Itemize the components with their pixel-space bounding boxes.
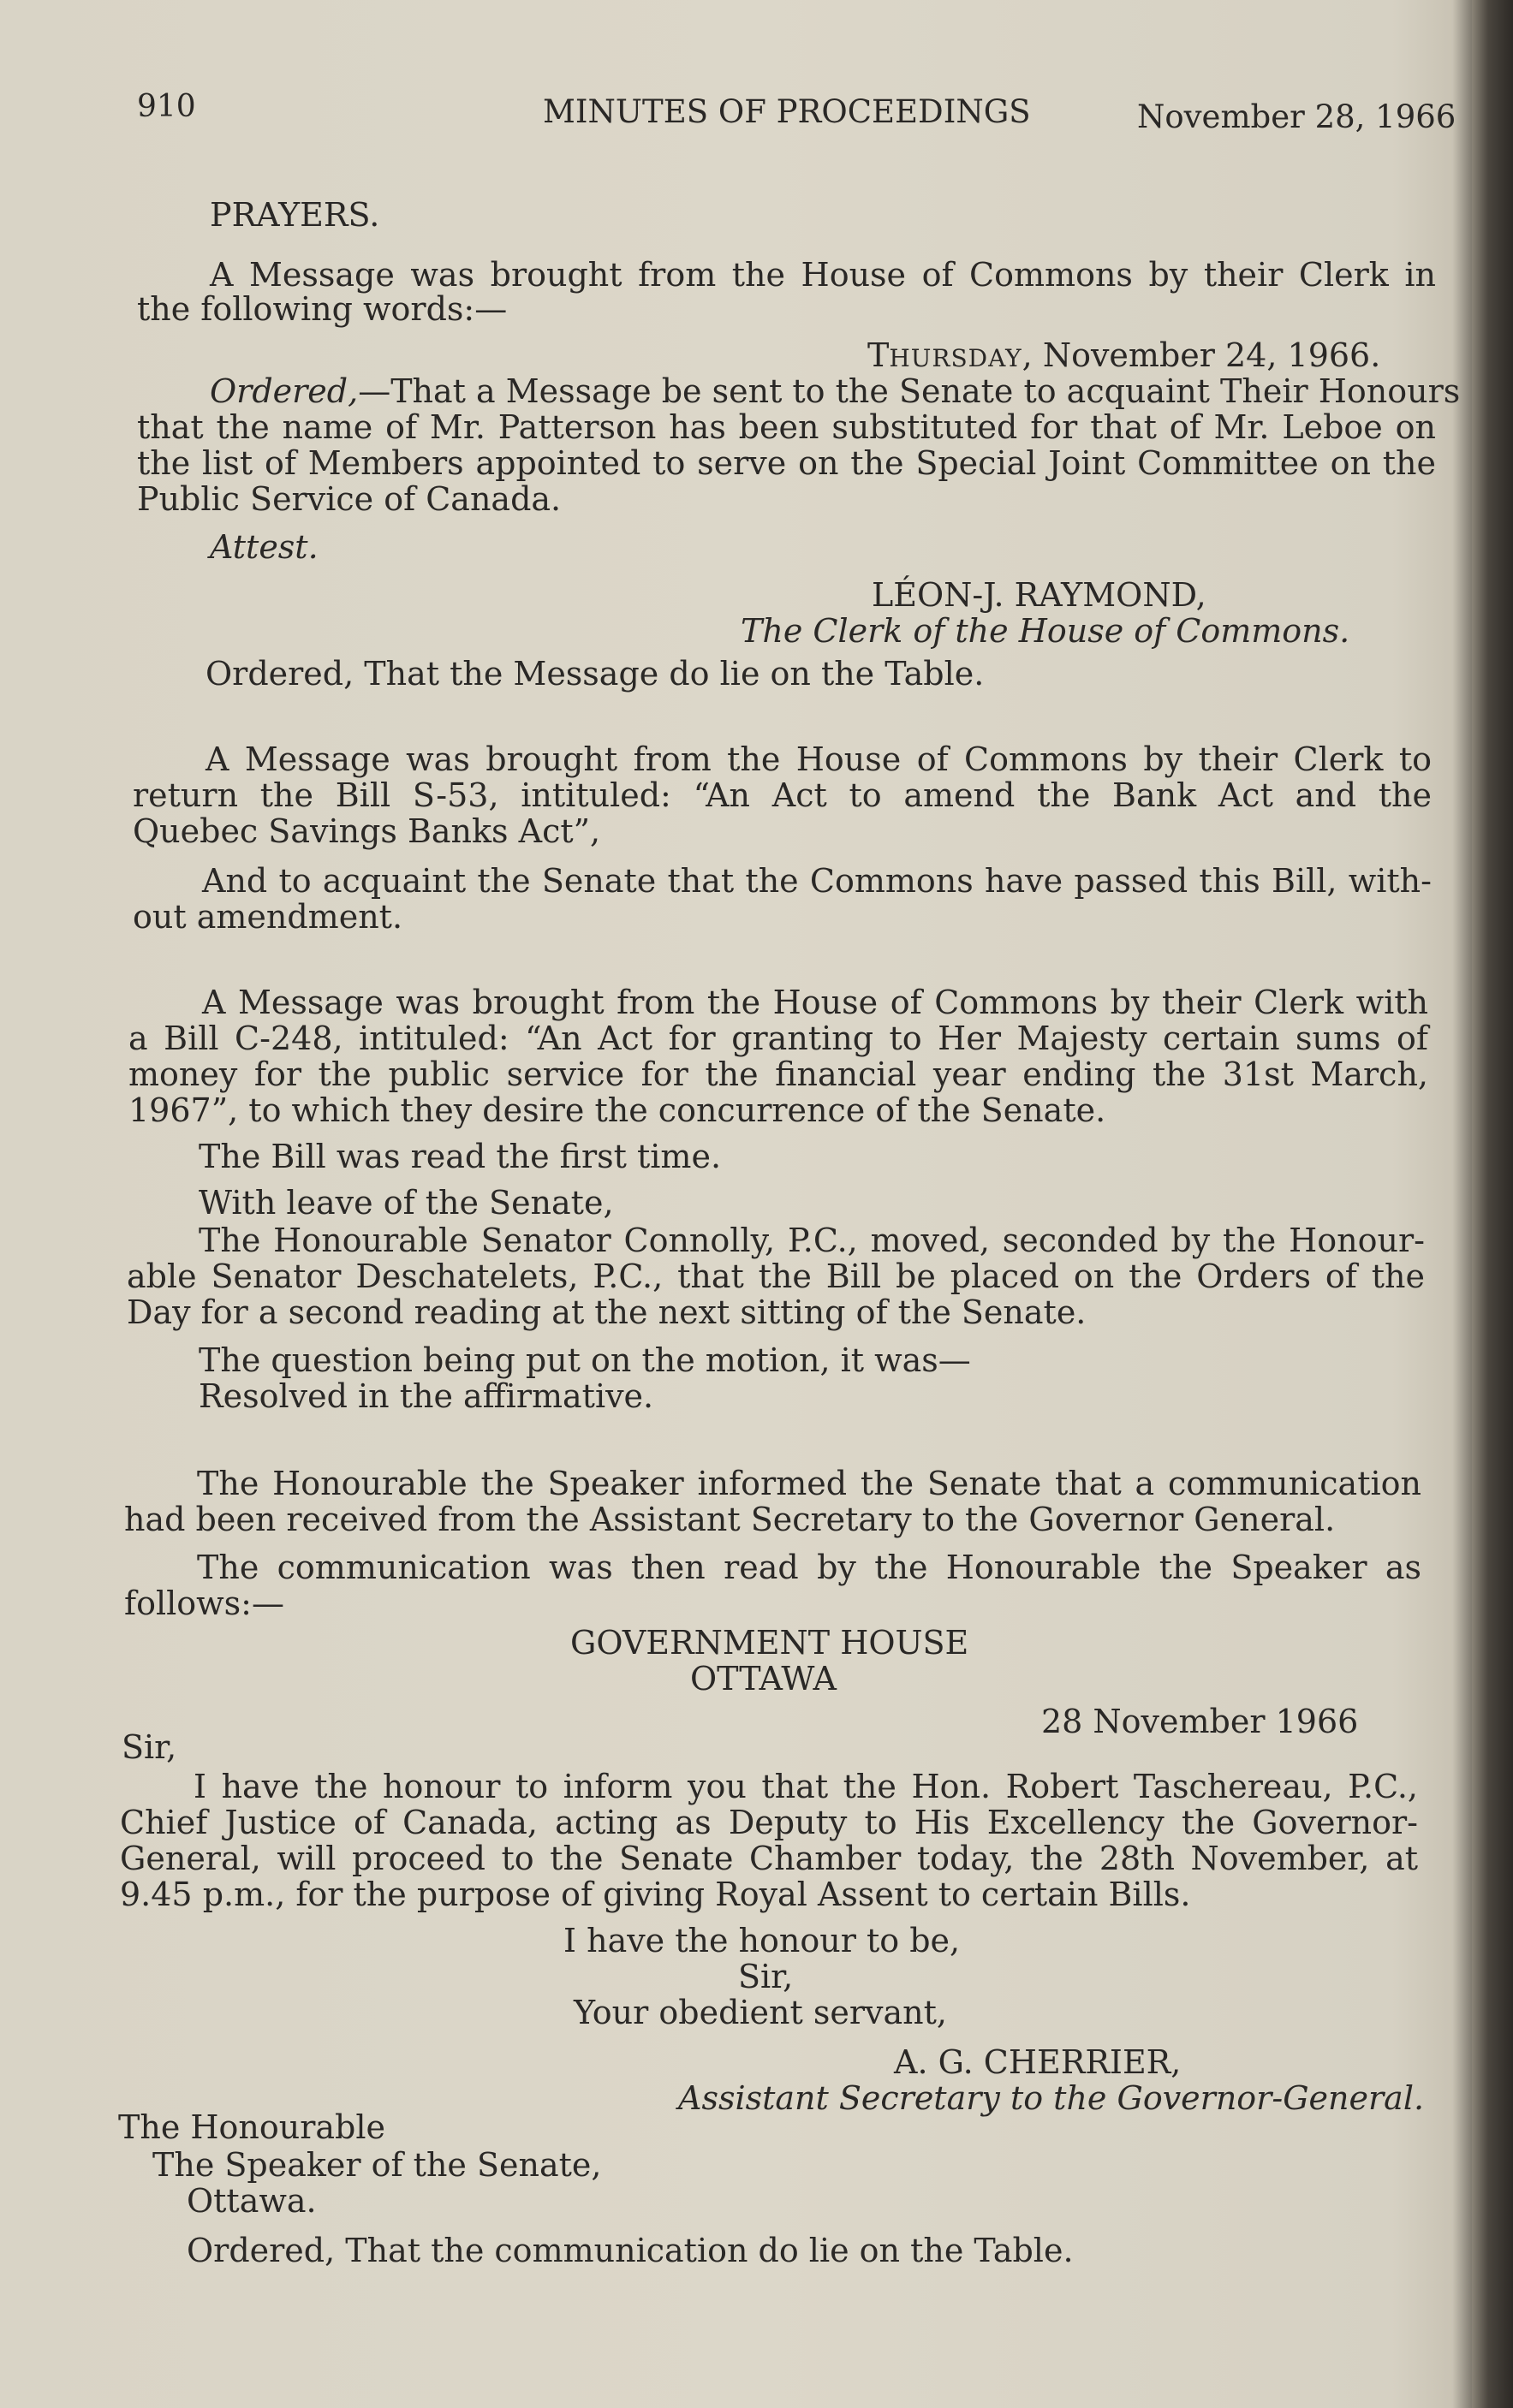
message3-line: The Bill was read the first time. bbox=[199, 1138, 722, 1175]
letter-closing: I have the honour to be, bbox=[563, 1922, 961, 1959]
message1-dateline bbox=[867, 337, 1380, 377]
message2-line: Quebec Savings Banks Act”, bbox=[133, 812, 601, 850]
letter-body-line: Chief Justice of Canada, acting as Deputy to His Excellency the Governor- bbox=[120, 1804, 1418, 1841]
message3-line: money for the public service for the financial year ending the 31st March, bbox=[128, 1055, 1428, 1093]
letter-body-line: I have the honour to inform you that the Hon. Robert Taschereau, P.C., bbox=[194, 1768, 1418, 1805]
letter-closing: Your obedient servant, bbox=[574, 1994, 947, 2031]
dateline-date: , November 24, 1966. bbox=[1022, 336, 1381, 374]
message1-line: Public Service of Canada. bbox=[137, 480, 562, 518]
message1-line: the list of Members appointed to serve on the Special Joint Committee on the bbox=[137, 444, 1436, 482]
message1-line: that the name of Mr. Patterson has been substituted for that of Mr. Leboe on bbox=[137, 408, 1436, 446]
running-title: MINUTES OF PROCEEDINGS bbox=[543, 93, 1031, 130]
dateline-day-first: T bbox=[867, 336, 890, 374]
message1-line: A Message was brought from the House of Commons by their Clerk in bbox=[210, 256, 1436, 294]
address-line: The Speaker of the Senate, bbox=[152, 2146, 602, 2184]
letter-body-line: 9.45 p.m., for the purpose of giving Royal Assent to certain Bills. bbox=[120, 1876, 1191, 1913]
message3-line: Day for a second reading at the next sitting of the Senate. bbox=[127, 1293, 1087, 1331]
header-date: November 28, 1966 bbox=[1137, 98, 1456, 135]
communication-line: follows:— bbox=[124, 1585, 284, 1622]
letterhead: GOVERNMENT HOUSE bbox=[570, 1624, 969, 1662]
attest-label: Attest. bbox=[210, 528, 319, 566]
signer-name: A. G. CHERRIER, bbox=[894, 2043, 1182, 2081]
letter-salutation: Sir, bbox=[122, 1728, 177, 1766]
letter-closing: Sir, bbox=[738, 1958, 794, 1995]
communication-line: The Honourable the Speaker informed the Senate that a communication bbox=[197, 1465, 1421, 1502]
message2-line: out amendment. bbox=[133, 898, 403, 936]
page-number: 910 bbox=[137, 89, 196, 124]
address-line: Ottawa. bbox=[187, 2182, 317, 2220]
letterhead-city: OTTAWA bbox=[690, 1660, 837, 1697]
letter-body-line: General, will proceed to the Senate Chamber today, the 28th November, at bbox=[120, 1840, 1418, 1877]
message3-line: With leave of the Senate, bbox=[199, 1184, 614, 1222]
communication-ordered: Ordered, That the communication do lie on the Table. bbox=[187, 2232, 1074, 2269]
signer-title: Assistant Secretary to the Governor-General. bbox=[678, 2079, 1425, 2117]
dateline-day: HURSDAY bbox=[889, 344, 1022, 372]
message3-line: The question being put on the motion, it was— bbox=[199, 1341, 971, 1379]
message3-line: a Bill C-248, intituled: “An Act for granting to Her Majesty certain sums of bbox=[128, 1020, 1428, 1057]
ordered-italic: Ordered, bbox=[210, 372, 359, 410]
message3-line: 1967”, to which they desire the concurrence of the Senate. bbox=[128, 1091, 1106, 1129]
message2-line: And to acquaint the Senate that the Commons have passed this Bill, with- bbox=[202, 862, 1432, 900]
message2-line: return the Bill S-53, intituled: “An Act to amend the Bank Act and the bbox=[133, 776, 1432, 814]
prayers-heading: PRAYERS. bbox=[210, 196, 380, 234]
message2-line: A Message was brought from the House of Commons by their Clerk to bbox=[206, 740, 1432, 778]
message3-line: able Senator Deschatelets, P.C., that the Bill be placed on the Orders of the bbox=[127, 1258, 1425, 1295]
message3-line: Resolved in the affirmative. bbox=[199, 1377, 654, 1415]
ordered-text: —That a Message be sent to the Senate to acquaint Their Honours bbox=[358, 372, 1461, 410]
address-line: The Honourable bbox=[118, 2108, 386, 2146]
message1-ordered-line bbox=[210, 372, 1461, 410]
communication-line: The communication was then read by the Honourable the Speaker as bbox=[197, 1549, 1421, 1586]
clerk-name: LÉON-J. RAYMOND, bbox=[872, 576, 1206, 614]
message1-ordered: Ordered, That the Message do lie on the Table. bbox=[206, 655, 985, 693]
message1-line: the following words:— bbox=[137, 290, 508, 328]
letter-date: 28 November 1966 bbox=[1041, 1703, 1359, 1740]
communication-line: had been received from the Assistant Secretary to the Governor General. bbox=[124, 1501, 1336, 1538]
message3-line: The Honourable Senator Connolly, P.C., moved, seconded by the Honour- bbox=[199, 1222, 1425, 1259]
clerk-title: The Clerk of the House of Commons. bbox=[741, 612, 1350, 650]
book-spine-shadow bbox=[1472, 0, 1513, 2408]
message3-line: A Message was brought from the House of Commons by their Clerk with bbox=[202, 984, 1428, 1021]
